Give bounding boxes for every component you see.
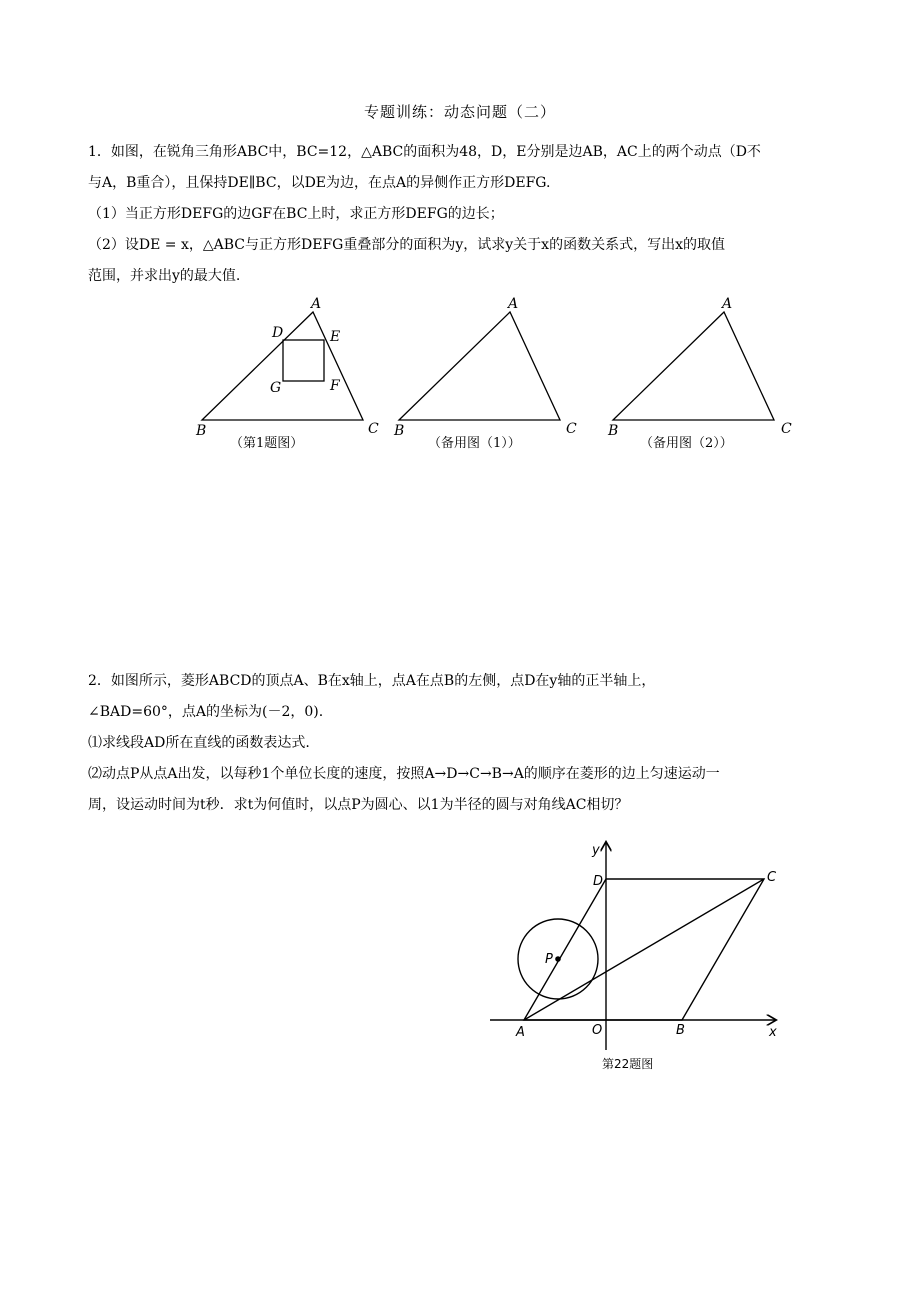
graph-caption: 第22题图 [602,1057,654,1071]
label-c: C [566,421,577,437]
label-d: D [272,325,284,341]
square-defg [283,340,324,381]
label-a: A [516,1025,525,1040]
q2-part-2: ⑵动点P从点A出发，以每秒1个单位长度的速度，按照A→D→C→B→A的顺序在菱形的边上匀速运动一 [88,766,720,782]
label-b: B [394,423,405,439]
figure-2 [390,290,590,455]
q1-part-1: （1）当正方形DEFG的边GF在BC上时，求正方形DEFG的边长； [88,206,504,222]
label-c: C [368,421,379,437]
question-2 [88,666,836,821]
triangle-abc [399,312,560,420]
figure-2-caption: （备用图（1）） [428,436,521,451]
label-a: A [311,296,322,312]
label-x: x [769,1025,777,1040]
label-e: E [330,329,341,345]
q2-line-1: 2．如图所示，菱形ABCD的顶点A、B在x轴上，点A在点B的左侧，点D在y轴的正半轴上， [88,673,656,689]
page-title: 专题训练：动态问题（二） [363,103,556,121]
figure-3 [600,290,810,455]
label-g: G [270,380,282,396]
point-p [555,956,561,962]
q1-line-2: 与A，B重合），且保持DE∥BC，以DE为边，在点A的异侧作正方形DEFG. [88,175,551,191]
q2-part-2-cont: 周，设运动时间为t秒．求t为何值时，以点P为圆心、以1为半径的圆与对角线AC相切？ [88,797,629,813]
figure-1-caption: （第1题图） [230,436,304,451]
q2-line-2: ∠BAD=60°，点A的坐标为(－2，0). [88,704,324,720]
figure-1 [190,290,390,455]
q1-line-1: 1．如图，在锐角三角形ABC中，BC=12，△ABC的面积为48，D，E分别是边AB，AC上的两个动点（D不 [88,144,761,160]
label-y: y [592,843,600,858]
q1-part-2: （2）设DE = x，△ABC与正方形DEFG重叠部分的面积为y，试求y关于x的函数关系式，写出x的取值 [88,237,725,253]
label-c: C [781,421,792,437]
q1-part-2-cont: 范围，并求出y的最大值. [88,268,241,284]
coordinate-graph [485,835,795,1080]
label-f: F [330,378,340,394]
label-c: C [767,870,777,885]
label-a: A [508,296,519,312]
figure-3-caption: （备用图（2）） [640,436,733,451]
label-b: B [676,1023,685,1038]
q2-part-1: ⑴求线段AD所在直线的函数表达式. [88,735,310,751]
label-d: D [593,874,604,889]
label-b: B [608,423,619,439]
triangle-abc [613,312,774,420]
label-o: O [592,1023,603,1038]
label-a: A [722,296,733,312]
label-p: P [545,952,553,967]
label-b: B [196,423,207,439]
question-1 [88,137,836,292]
